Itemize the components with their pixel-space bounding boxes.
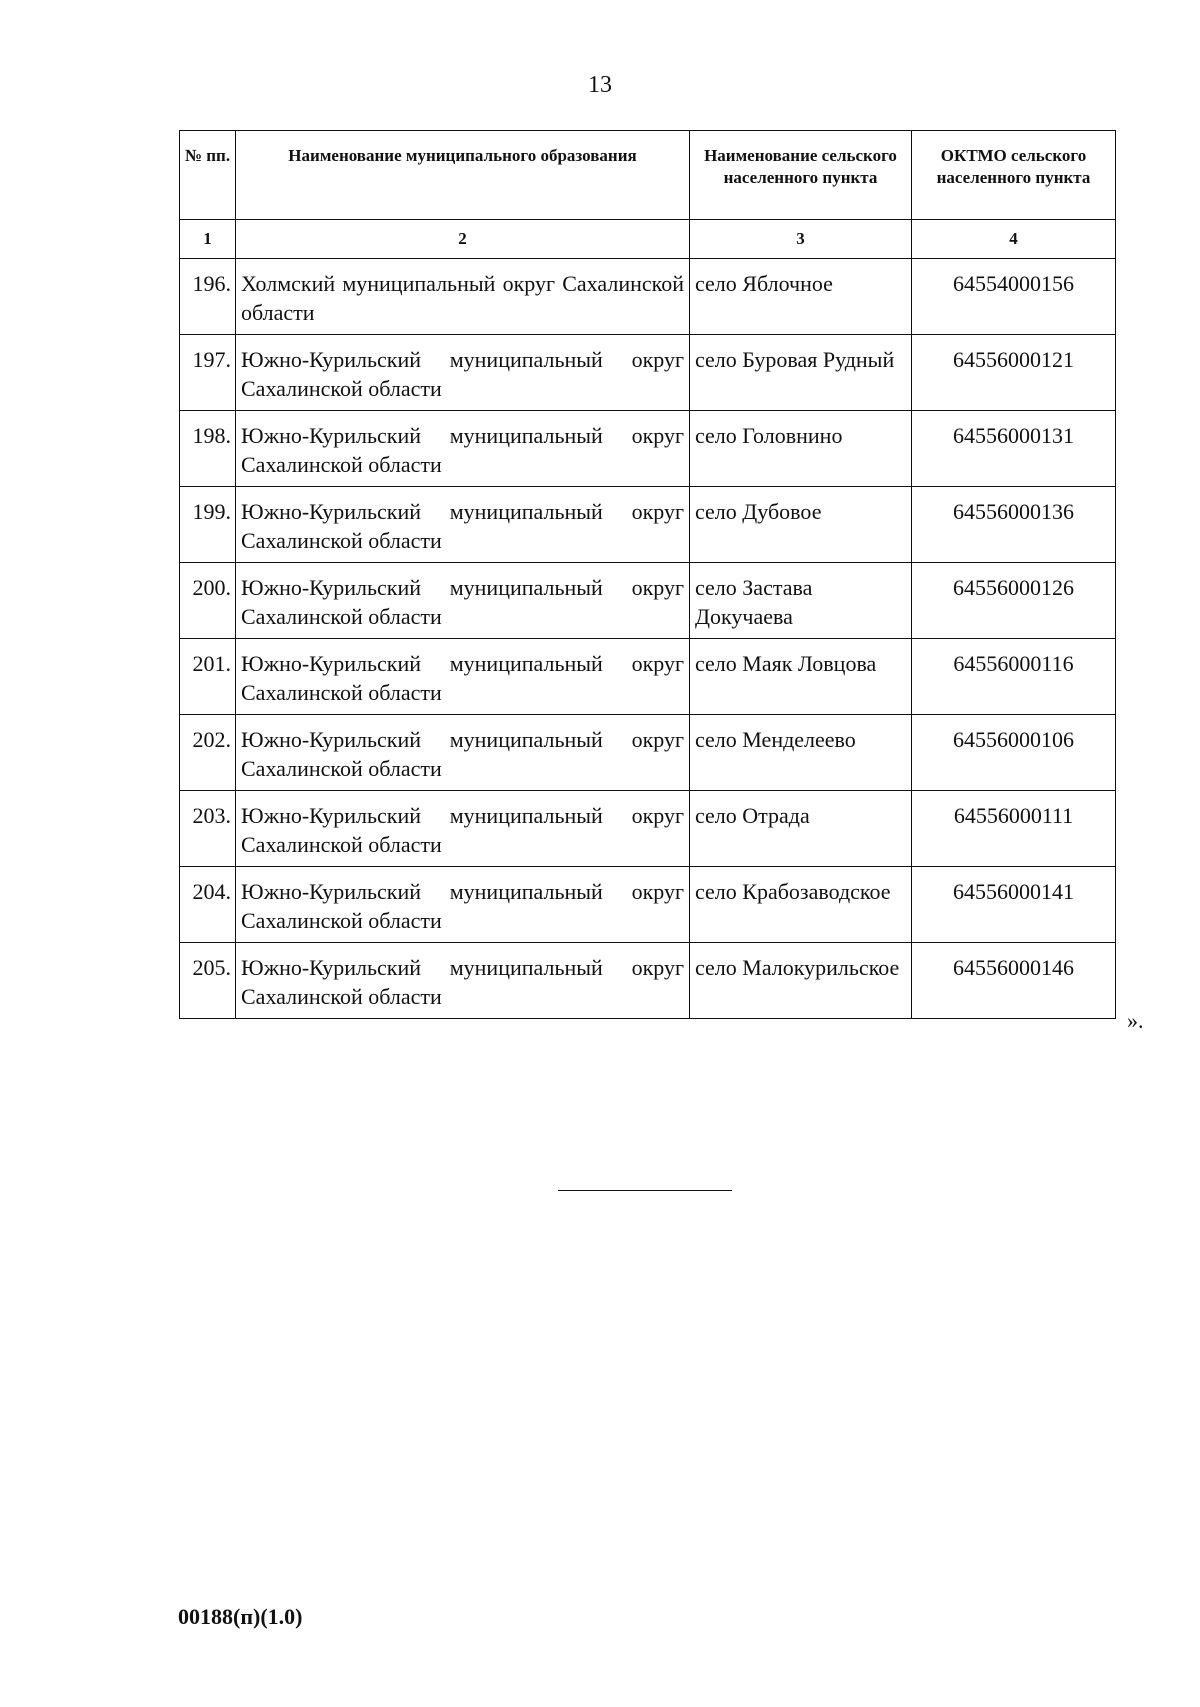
oktmo-code: 64556000146 <box>912 943 1116 1019</box>
column-number: 2 <box>236 220 690 259</box>
oktmo-code: 64556000126 <box>912 563 1116 639</box>
table-row <box>180 715 1116 791</box>
oktmo-code: 64556000106 <box>912 715 1116 791</box>
municipality-name: Южно-Курильский муниципальный округ Сахалинской области <box>236 563 690 639</box>
column-numbers-row <box>180 220 1116 259</box>
table-header-row <box>180 131 1116 220</box>
settlement-name: село Яблочное <box>690 259 912 335</box>
settlement-name: село Менделеево <box>690 715 912 791</box>
municipality-name: Южно-Курильский муниципальный округ Сахалинской области <box>236 639 690 715</box>
row-number: 201. <box>180 639 236 715</box>
row-number: 203. <box>180 791 236 867</box>
table-row <box>180 867 1116 943</box>
table-row <box>180 487 1116 563</box>
settlements-table <box>179 130 1116 1019</box>
table-row <box>180 639 1116 715</box>
settlement-name: село Малокурильское <box>690 943 912 1019</box>
page-number: 13 <box>588 72 612 98</box>
municipality-name: Холмский муниципальный округ Сахалинской области <box>236 259 690 335</box>
settlement-name: село Дубовое <box>690 487 912 563</box>
header-number: № пп. <box>180 131 236 220</box>
oktmo-code: 64556000136 <box>912 487 1116 563</box>
oktmo-code: 64554000156 <box>912 259 1116 335</box>
municipality-name: Южно-Курильский муниципальный округ Сахалинской области <box>236 411 690 487</box>
oktmo-code: 64556000111 <box>912 791 1116 867</box>
row-number: 198. <box>180 411 236 487</box>
row-number: 197. <box>180 335 236 411</box>
oktmo-code: 64556000121 <box>912 335 1116 411</box>
closing-quote: ». <box>1127 1008 1144 1033</box>
settlement-name: село Застава Докучаева <box>690 563 912 639</box>
municipality-name: Южно-Курильский муниципальный округ Сахалинской области <box>236 943 690 1019</box>
settlement-name: село Отрада <box>690 791 912 867</box>
row-number: 200. <box>180 563 236 639</box>
table-row <box>180 335 1116 411</box>
column-number: 3 <box>690 220 912 259</box>
table-row <box>180 943 1116 1019</box>
column-number: 1 <box>180 220 236 259</box>
settlement-name: село Крабозаводское <box>690 867 912 943</box>
oktmo-code: 64556000116 <box>912 639 1116 715</box>
row-number: 205. <box>180 943 236 1019</box>
municipality-name: Южно-Курильский муниципальный округ Сахалинской области <box>236 867 690 943</box>
document-code: 00188(п)(1.0) <box>178 1604 303 1629</box>
table-row <box>180 791 1116 867</box>
oktmo-code: 64556000141 <box>912 867 1116 943</box>
header-municipality: Наименование муниципального образования <box>236 131 690 220</box>
settlement-name: село Маяк Ловцова <box>690 639 912 715</box>
row-number: 199. <box>180 487 236 563</box>
table-row <box>180 563 1116 639</box>
table-row <box>180 259 1116 335</box>
municipality-name: Южно-Курильский муниципальный округ Сахалинской области <box>236 335 690 411</box>
municipality-name: Южно-Курильский муниципальный округ Сахалинской области <box>236 715 690 791</box>
row-number: 202. <box>180 715 236 791</box>
row-number: 196. <box>180 259 236 335</box>
settlement-name: село Головнино <box>690 411 912 487</box>
municipality-name: Южно-Курильский муниципальный округ Сахалинской области <box>236 791 690 867</box>
municipality-name: Южно-Курильский муниципальный округ Сахалинской области <box>236 487 690 563</box>
oktmo-code: 64556000131 <box>912 411 1116 487</box>
row-number: 204. <box>180 867 236 943</box>
column-number: 4 <box>912 220 1116 259</box>
header-oktmo: ОКТМО сельского населенного пункта <box>912 131 1116 220</box>
header-settlement: Наименование сельского населенного пункта <box>690 131 912 220</box>
separator-line <box>558 1190 732 1191</box>
settlement-name: село Буровая Рудный <box>690 335 912 411</box>
table-row <box>180 411 1116 487</box>
